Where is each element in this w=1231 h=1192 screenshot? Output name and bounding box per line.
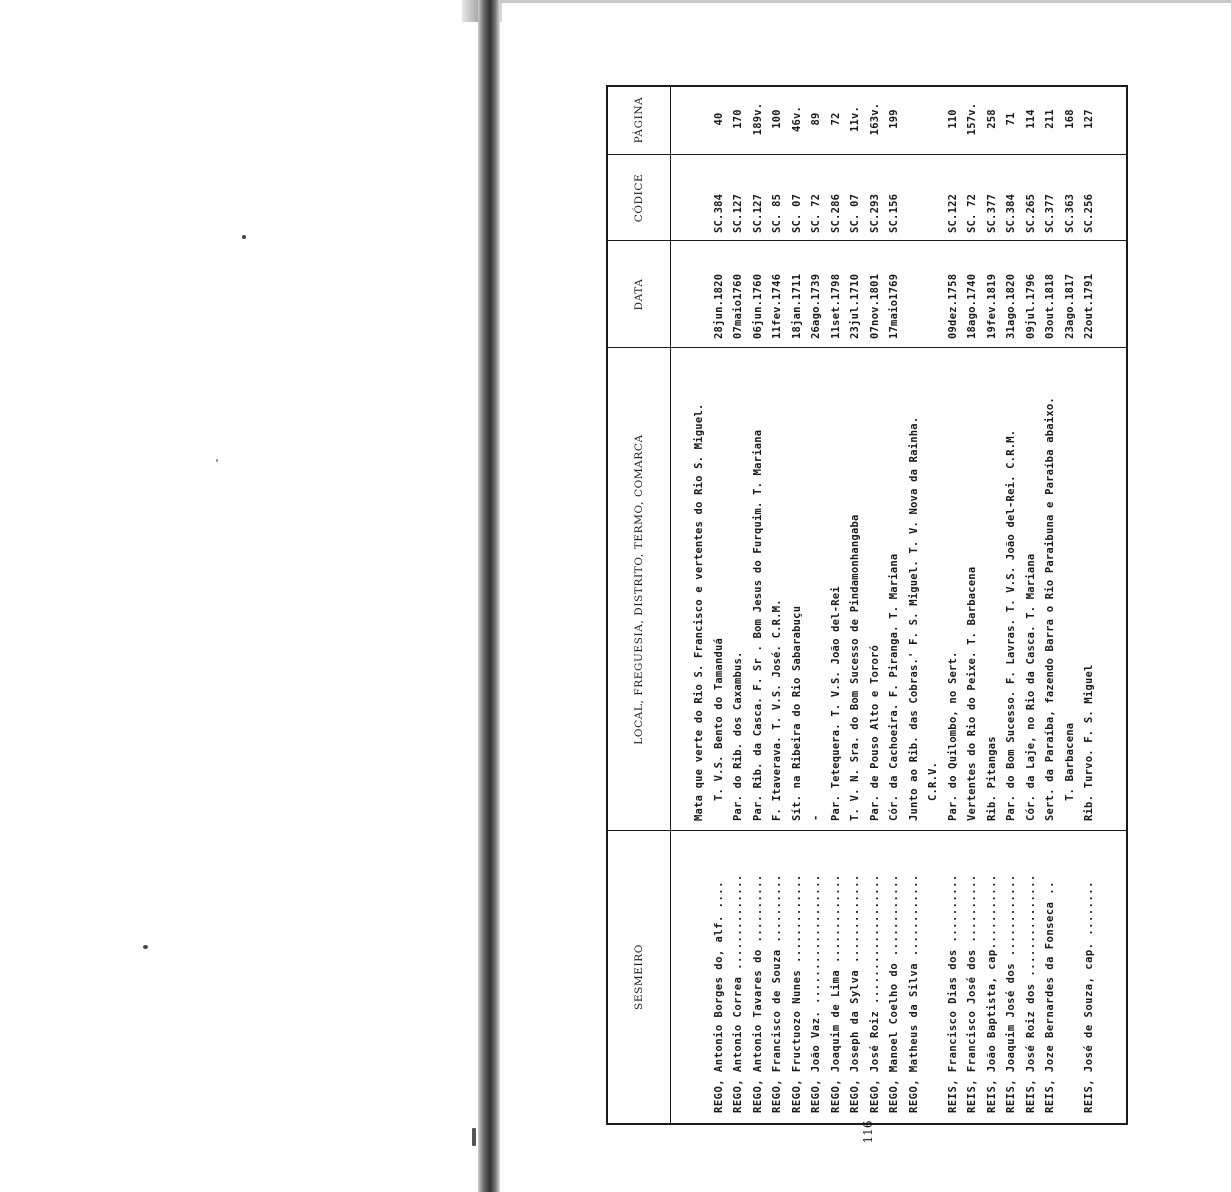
cell-pagina: 114 <box>1024 109 1037 129</box>
cell-local: C.R.V. <box>927 761 939 801</box>
cell-local: Rib. Turvo. F. S. Miguel <box>1083 664 1095 821</box>
cell-sesmeiro: REGO, Francisco de Souza .......... <box>771 874 783 1113</box>
cell-codice: SC.293 <box>868 193 881 233</box>
cell-codice: SC.127 <box>751 193 764 233</box>
table-row <box>1022 87 1042 1123</box>
table-row <box>905 87 925 1123</box>
cell-codice: SC. 85 <box>771 193 783 233</box>
cell-data: 18ago.1740 <box>966 273 978 339</box>
table-row <box>885 87 905 1123</box>
table-row <box>963 87 983 1123</box>
table-row <box>924 87 944 1123</box>
cell-data: 06jun.1760 <box>751 273 764 339</box>
table-row <box>788 87 808 1123</box>
cell-pagina: 89 <box>810 112 822 126</box>
cell-local: Par. do Quilombo, no Sert. <box>946 651 959 821</box>
table-row <box>768 87 788 1123</box>
cell-pagina: 72 <box>829 112 842 126</box>
cell-sesmeiro: REGO, Joseph da Sylva ............. <box>849 874 861 1113</box>
cell-sesmeiro: REGO, Antonio Correa .............. <box>732 874 744 1113</box>
table-row <box>827 87 847 1123</box>
cell-sesmeiro: REGO, Antonio Borges do, alf. .... <box>712 881 725 1113</box>
cell-data: 23jul.1710 <box>849 273 861 339</box>
table-row <box>1041 87 1061 1123</box>
header-codice: CÓDICE <box>633 173 645 223</box>
cell-pagina: 170 <box>732 109 744 129</box>
cell-local: Sít. na Ribeira do Rio Sabarabuçu <box>790 605 803 821</box>
cell-pagina: 258 <box>985 109 998 129</box>
cell-pagina: 110 <box>946 109 959 129</box>
cell-data: 03out.1818 <box>1044 273 1056 339</box>
cell-sesmeiro: REGO, Fructuozo Nunes ............. <box>790 874 803 1113</box>
sesmarias-table <box>606 85 1128 1125</box>
cell-data: 23ago.1817 <box>1063 273 1076 339</box>
page-top-edge <box>500 0 1231 3</box>
cell-sesmeiro: REGO, Matheus da Silva ............ <box>907 874 920 1113</box>
cell-local: Cór. da Cachoeira. F. Piranga. T. Mariana <box>888 553 900 821</box>
cell-pagina: 127 <box>1083 109 1095 129</box>
cell-pagina: 71 <box>1005 112 1017 126</box>
table-row <box>944 87 964 1123</box>
cell-local: Cór. da Laje, no Rio da Casca. T. Mariana <box>1024 553 1037 821</box>
cell-local: Par. Rib. da Casca. F. Sr . Bom Jesus do Furquim. T. Mariana <box>751 429 764 821</box>
cell-pagina: 189v. <box>751 102 764 136</box>
cell-local: T. Barbacena <box>1063 722 1076 801</box>
table-header <box>608 87 671 1123</box>
cell-sesmeiro: REGO, José Roiz ................... <box>868 874 881 1113</box>
cell-codice: SC.286 <box>829 193 842 233</box>
cell-local: Rib. Pitangas <box>985 736 998 821</box>
table-row <box>1061 87 1081 1123</box>
cell-local: Par. de Pouso Alto e Tororó <box>868 644 881 821</box>
cell-pagina: 199 <box>888 109 900 129</box>
cell-sesmeiro: REIS, Joaquim José dos ............ <box>1005 874 1017 1113</box>
cell-codice: SC. 07 <box>790 193 803 233</box>
cell-codice: SC. 72 <box>810 193 822 233</box>
cell-local: - <box>810 814 822 821</box>
page-number: 116 <box>861 1120 875 1144</box>
table-row <box>1080 87 1100 1123</box>
cell-codice: SC.156 <box>888 193 900 233</box>
cell-data: 31ago.1820 <box>1005 273 1017 339</box>
cell-data: 07maio1760 <box>732 273 744 339</box>
cell-local: T. V.S. Bento do Tamanduá <box>712 637 725 801</box>
cell-local: Par. do Rib. dos Caxambus. <box>732 651 744 821</box>
cell-sesmeiro: REGO, Antonio Tavares do .......... <box>751 874 764 1113</box>
cell-pagina: 46v. <box>790 105 803 133</box>
cell-local: F. Itaverava. T. V.S. José. C.R.M. <box>771 599 783 821</box>
table-row <box>690 87 710 1123</box>
cell-pagina: 211 <box>1044 109 1056 129</box>
cell-codice: SC.265 <box>1024 193 1037 233</box>
header-data: DATA <box>633 278 645 311</box>
cell-local: Sert. da Paraíba, fazendo Barra o Rio Paraibuna e Paraíba abaixo. <box>1044 397 1056 821</box>
scan-speck <box>242 235 246 239</box>
cell-sesmeiro: REIS, Joze Bernardes da Fonseca .. <box>1044 881 1056 1113</box>
table-row <box>983 87 1003 1123</box>
cell-pagina: 157v. <box>966 102 978 136</box>
cell-codice: SC.122 <box>946 193 959 233</box>
scan-speck <box>143 945 148 949</box>
cell-codice: SC.363 <box>1063 193 1076 233</box>
cell-codice: SC.384 <box>712 193 725 233</box>
cell-sesmeiro: REIS, José de Souza, cap. ........ <box>1083 881 1095 1113</box>
cell-sesmeiro: REIS, Francisco José dos .......... <box>966 874 978 1113</box>
cell-data: 28jun.1820 <box>712 273 725 339</box>
cell-sesmeiro: REGO, Joaquim de Lima ............. <box>829 874 842 1113</box>
scan-speck <box>472 1128 476 1146</box>
cell-data: 17maio1769 <box>888 273 900 339</box>
table-row <box>729 87 749 1123</box>
scan-speck <box>216 459 218 462</box>
book-spine <box>478 0 500 1192</box>
cell-data: 26ago.1739 <box>810 273 822 339</box>
header-pagina: PÁGINA <box>633 96 645 144</box>
cell-local: Par. Tetequera. T. V.S. João del-Rei <box>829 586 842 821</box>
header-local: LOCAL, FREGUESIA, DISTRITO, TERMO, COMARCA <box>633 434 645 745</box>
cell-codice: SC. 72 <box>966 193 978 233</box>
cell-local: T. V. N. Sra. do Bom Sucesso de Pindamonhangaba <box>849 514 861 821</box>
cell-local: Mata que verte do Rio S. Francisco e vertentes do Rio S. Miguel. <box>693 403 705 821</box>
cell-codice: SC.377 <box>985 193 998 233</box>
cell-sesmeiro: REIS, Francisco Dias dos .......... <box>946 874 959 1113</box>
cell-pagina: 40 <box>712 112 725 126</box>
table-row <box>710 87 730 1123</box>
cell-data: 19fev.1819 <box>985 273 998 339</box>
cell-codice: SC. 07 <box>849 193 861 233</box>
table-row <box>1002 87 1022 1123</box>
cell-local: Junto ao Rib. das Cobras.' F. S. Miguel. T. V. Nova da Rainha. <box>907 416 920 821</box>
table-row <box>866 87 886 1123</box>
cell-data: 09jul.1796 <box>1024 273 1037 339</box>
cell-local: Vertentes do Rio do Peixe. T. Barbacena <box>966 566 978 821</box>
header-sesmeiro: SESMEIRO <box>633 944 645 1010</box>
cell-data: 09dez.1758 <box>946 273 959 339</box>
table-row <box>846 87 866 1123</box>
cell-sesmeiro: REIS, José Roiz dos ............... <box>1024 874 1037 1113</box>
cell-codice: SC.384 <box>1005 193 1017 233</box>
cell-pagina: 163v. <box>868 102 881 136</box>
cell-pagina: 168 <box>1063 109 1076 129</box>
cell-codice: SC.377 <box>1044 193 1056 233</box>
cell-pagina: 100 <box>771 109 783 129</box>
cell-data: 07nov.1801 <box>868 273 881 339</box>
cell-data: 11set.1798 <box>829 273 842 339</box>
cell-data: 22out.1791 <box>1083 273 1095 339</box>
cell-data: 11fev.1746 <box>771 273 783 339</box>
table-row <box>807 87 827 1123</box>
cell-codice: SC.256 <box>1083 193 1095 233</box>
cell-sesmeiro: REGO, João Vaz. ................... <box>810 874 822 1113</box>
cell-data: 18jan.1711 <box>790 273 803 339</box>
cell-sesmeiro: REIS, João Baptista, cap........... <box>985 874 998 1113</box>
cell-codice: SC.127 <box>732 193 744 233</box>
cell-pagina: 11v. <box>849 105 861 133</box>
cell-local: Par. do Bom Sucesso. F. Lavras. T. V.S. João del-Rei. C.R.M. <box>1005 429 1017 821</box>
table-row <box>749 87 769 1123</box>
cell-sesmeiro: REGO, Manoel Coelho do ............ <box>888 874 900 1113</box>
